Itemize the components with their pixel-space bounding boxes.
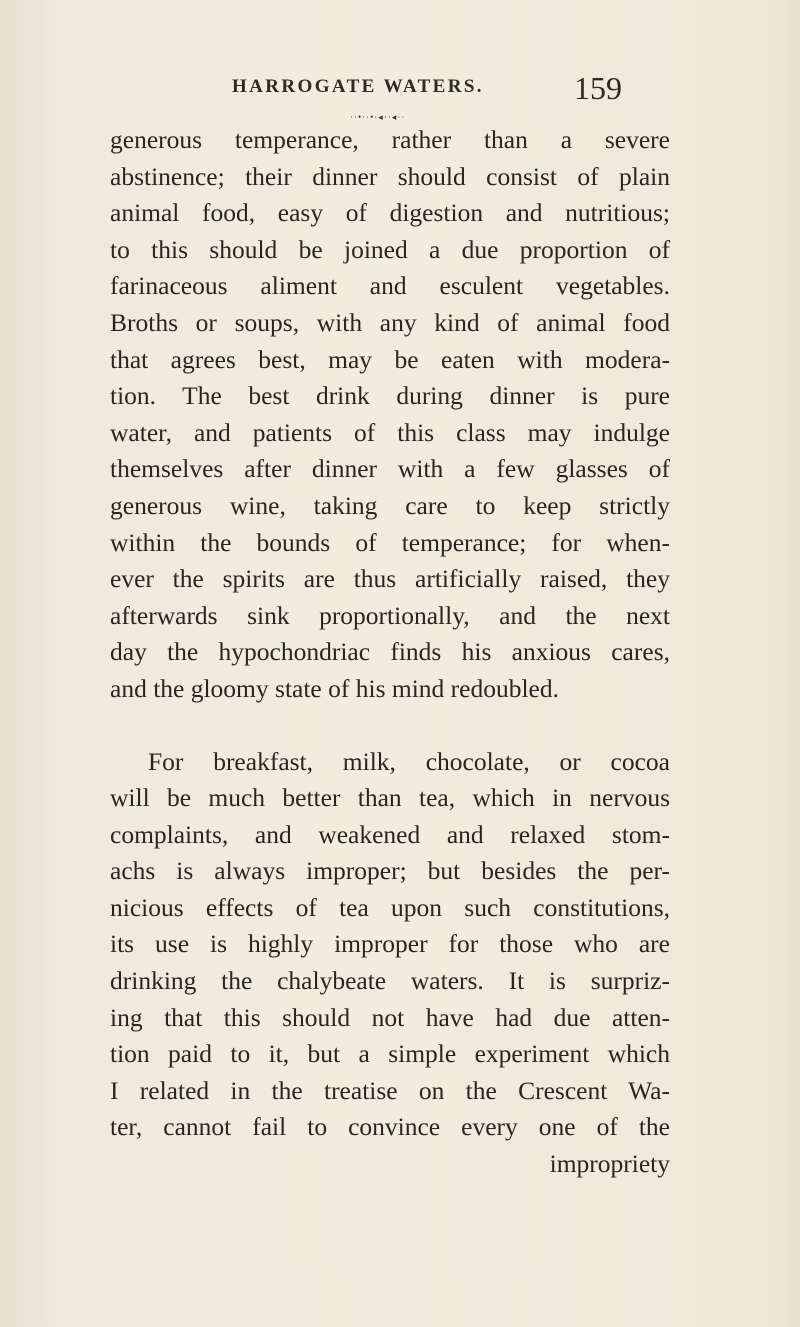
text-line: tion paid to it, but a simple experiment which bbox=[110, 1039, 670, 1069]
paragraph-2 bbox=[110, 744, 670, 1147]
text-line: Broths or soups, with any kind of animal food bbox=[110, 307, 670, 337]
text-line: tion. The best drink during dinner is pure bbox=[110, 381, 670, 411]
text-line: and the gloomy state of his mind redoubled. bbox=[110, 673, 560, 703]
text-line: day the hypochondriac finds his anxious cares, bbox=[110, 637, 670, 667]
text-line: complaints, and weakened and relaxed stom- bbox=[110, 819, 670, 849]
text-line: afterwards sink proportionally, and the next bbox=[110, 600, 670, 630]
body-text bbox=[110, 122, 670, 1183]
text-line: ever the spirits are thus artificially raised, they bbox=[110, 564, 670, 594]
page-header bbox=[232, 72, 622, 112]
text-line: within the bounds of temperance; for when- bbox=[110, 527, 670, 557]
text-line: will be much better than tea, which in nervous bbox=[110, 783, 670, 813]
text-line: ter, cannot fail to convince every one of the bbox=[110, 1112, 670, 1142]
text-line: I related in the treatise on the Crescent Wa- bbox=[110, 1075, 670, 1105]
text-line: For breakfast, milk, chocolate, or cocoa bbox=[148, 746, 670, 776]
text-line: drinking the chalybeate waters. It is surpriz- bbox=[110, 966, 670, 996]
text-line: generous wine, taking care to keep strictly bbox=[110, 490, 670, 520]
text-line: achs is always improper; but besides the per- bbox=[110, 856, 670, 886]
text-line: generous temperance, rather than a severe bbox=[110, 125, 670, 154]
header-ornament: ··•··•·◂··◂·· bbox=[350, 112, 406, 122]
text-line: to this should be joined a due proportion of bbox=[110, 234, 670, 264]
text-line: abstinence; their dinner should consist of plain bbox=[110, 161, 670, 191]
text-line: themselves after dinner with a few glasses of bbox=[110, 454, 670, 484]
text-line: that agrees best, may be eaten with modera- bbox=[110, 344, 670, 374]
paragraph-1 bbox=[110, 122, 670, 708]
running-head: HARROGATE WATERS. bbox=[232, 76, 484, 97]
text-line: farinaceous aliment and esculent vegetables. bbox=[110, 271, 670, 301]
text-line: nicious effects of tea upon such constitutions, bbox=[110, 892, 670, 922]
page-number: 159 bbox=[574, 70, 622, 106]
catchword: impropriety bbox=[549, 1149, 670, 1179]
text-line: animal food, easy of digestion and nutritious; bbox=[110, 198, 670, 228]
text-line: ing that this should not have had due atten- bbox=[110, 1002, 670, 1032]
text-line: its use is highly improper for those who are bbox=[110, 929, 670, 959]
paragraph-gap bbox=[110, 708, 670, 744]
text-line: water, and patients of this class may indulge bbox=[110, 417, 670, 447]
